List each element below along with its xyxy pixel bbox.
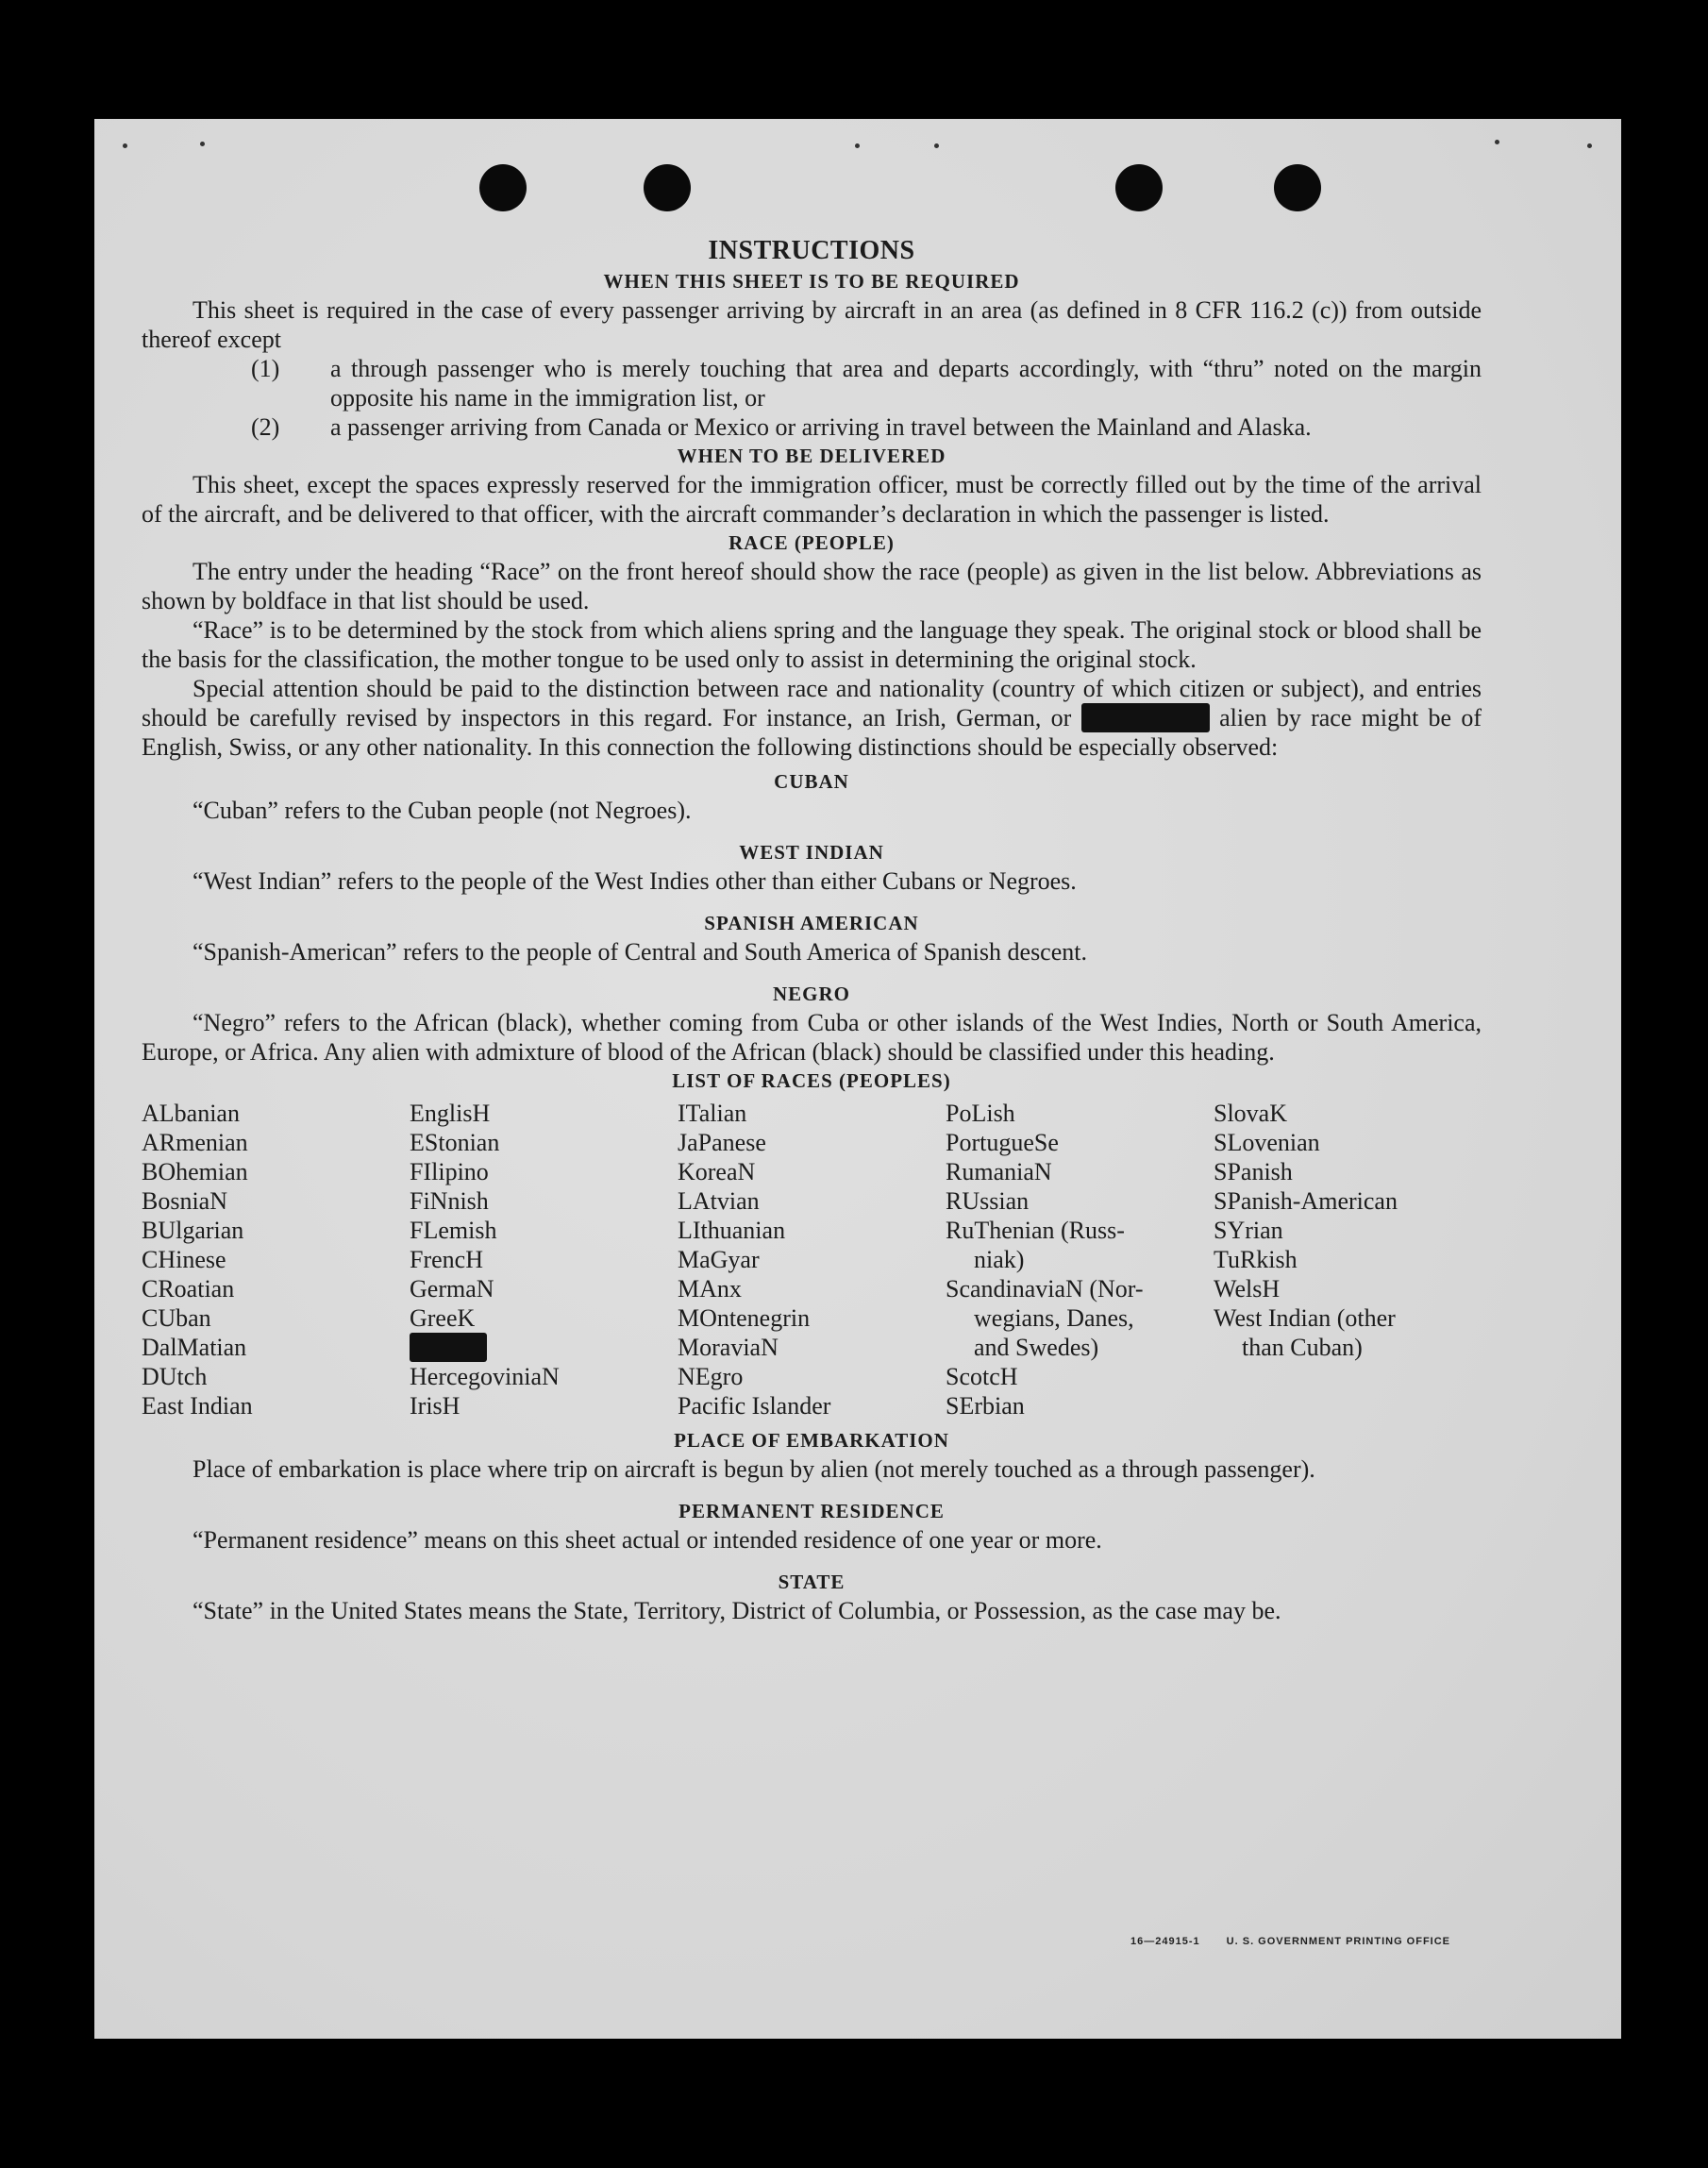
item-number: (1) [251, 355, 280, 382]
race-entry: FrencH [410, 1246, 483, 1273]
race-entry: SPanish-American [1214, 1187, 1398, 1215]
race-entry: JaPanese [678, 1129, 766, 1156]
section-heading-cuban: CUBAN [774, 770, 849, 793]
race-entry: BOhemian [142, 1158, 248, 1185]
section-heading-when-required: WHEN THIS SHEET IS TO BE REQUIRED [603, 270, 1020, 293]
race-entry-redacted [410, 1333, 678, 1362]
race-entry: RuThenian (Russ- [946, 1217, 1125, 1244]
section-heading-list-of-races: LIST OF RACES (PEOPLES) [672, 1069, 951, 1092]
race-entry: Pacific Islander [678, 1392, 831, 1420]
race-entry: FIlipino [410, 1158, 489, 1185]
race-entry: CRoatian [142, 1275, 235, 1302]
section-heading-race: RACE (PEOPLE) [728, 531, 895, 554]
race-entry: SErbian [946, 1392, 1025, 1420]
race-entry: MOntenegrin [678, 1304, 811, 1332]
page-title: INSTRUCTIONS [708, 236, 915, 265]
negro-text: “Negro” refers to the African (black), whether coming from Cuba or other islands of the West Indies, North or South America, Europe, or Africa. Any alien with admixture of blood of the African (black) should be classified under this heading. [142, 1009, 1482, 1066]
race-entry: LAtvian [678, 1187, 760, 1215]
races-list [142, 1099, 1482, 1420]
race-entry: WelsH [1214, 1275, 1281, 1302]
exception-item [142, 412, 1482, 442]
redacted-word [410, 1333, 487, 1362]
race-entry: FLemish [410, 1217, 497, 1244]
item-number: (2) [251, 413, 280, 441]
race-entry: RumaniaN [946, 1158, 1052, 1185]
race-paragraph-3 [142, 674, 1482, 762]
race-entry-continued: and Swedes) [974, 1334, 1099, 1361]
section-heading-embarkation: PLACE OF EMBARKATION [674, 1429, 949, 1452]
race-entry: SYrian [1214, 1217, 1283, 1244]
item-text: a through passenger who is merely touching that area and departs accordingly, with “thru” noted on the margin opposite his name in the immigration list, or [330, 355, 1482, 412]
race-entry: MoraviaN [678, 1334, 779, 1361]
race-paragraph-2: “Race” is to be determined by the stock from which aliens spring and the language they speak. The original stock or blood shall be the basis for the classification, the mother tongue to be used only to assist in determining the original stock. [142, 616, 1482, 673]
race-entry: East Indian [142, 1392, 253, 1420]
races-column-1 [142, 1099, 410, 1420]
punch-hole [644, 164, 691, 211]
speck [1495, 140, 1499, 144]
section-heading-state: STATE [778, 1571, 846, 1593]
race-entry: PortugueSe [946, 1129, 1059, 1156]
race-entry: BUlgarian [142, 1217, 244, 1244]
race-paragraph-3-end: alien by race might be of English, Swiss, or any other nationality. In this connection the following distinctions should be especially observed: [142, 704, 1482, 761]
race-paragraph-1: The entry under the heading “Race” on the front hereof should show the race (people) as given in the list below. Abbreviations as shown by boldface in that list should be used. [142, 558, 1482, 614]
race-entry: SLovenian [1214, 1129, 1320, 1156]
race-entry: TuRkish [1214, 1246, 1298, 1273]
race-entry: DUtch [142, 1363, 208, 1390]
item-text: a passenger arriving from Canada or Mexico or arriving in travel between the Mainland and Alaska. [330, 413, 1312, 441]
race-entry-continued: than Cuban) [1242, 1334, 1363, 1361]
races-column-4 [946, 1099, 1214, 1420]
race-entry: CHinese [142, 1246, 226, 1273]
race-entry: ScotcH [946, 1363, 1018, 1390]
race-entry: CUban [142, 1304, 211, 1332]
race-entry-continued: wegians, Danes, [974, 1304, 1134, 1332]
race-entry: EStonian [410, 1129, 500, 1156]
race-entry-continued: niak) [974, 1246, 1025, 1273]
instructions-content [142, 236, 1482, 1625]
race-entry: HercegoviniaN [410, 1363, 560, 1390]
race-entry: RUssian [946, 1187, 1030, 1215]
race-entry: PoLish [946, 1100, 1015, 1127]
form-footer [1130, 1936, 1473, 1947]
printer-imprint: U. S. GOVERNMENT PRINTING OFFICE [1226, 1936, 1451, 1947]
race-entry: NEgro [678, 1363, 744, 1390]
speck [200, 142, 205, 146]
race-entry: MaGyar [678, 1246, 760, 1273]
race-entry: GermaN [410, 1275, 494, 1302]
race-entry: SlovaK [1214, 1100, 1287, 1127]
race-entry: KoreaN [678, 1158, 756, 1185]
race-entry: ARmenian [142, 1129, 248, 1156]
speck [1587, 143, 1592, 148]
cuban-text: “Cuban” refers to the Cuban people (not Negroes). [193, 797, 692, 824]
section-heading-spanish-american: SPANISH AMERICAN [704, 912, 919, 934]
section-heading-when-delivered: WHEN TO BE DELIVERED [677, 445, 946, 467]
exception-item [142, 354, 1482, 412]
punch-hole [1115, 164, 1163, 211]
speck [855, 143, 860, 148]
race-entry: ScandinaviaN (Nor- [946, 1275, 1144, 1302]
race-entry: ALbanian [142, 1100, 240, 1127]
race-entry: FiNnish [410, 1187, 489, 1215]
race-entry: SPanish [1214, 1158, 1293, 1185]
when-delivered-text: This sheet, except the spaces expressly reserved for the immigration officer, must be correctly filled out by the time of the arrival of the aircraft, and be delivered to that officer, with the aircraft commander’s declaration in which the passenger is listed. [142, 471, 1482, 528]
speck [123, 143, 127, 148]
punch-hole [479, 164, 527, 211]
west-indian-text: “West Indian” refers to the people of the West Indies other than either Cubans or Negroes. [193, 867, 1077, 895]
state-text: “State” in the United States means the State, Territory, District of Columbia, or Possession, as the case may be. [193, 1597, 1281, 1624]
race-entry: MAnx [678, 1275, 742, 1302]
section-heading-permanent-residence: PERMANENT RESIDENCE [678, 1500, 945, 1522]
speck [934, 143, 939, 148]
when-required-intro: This sheet is required in the case of every passenger arriving by aircraft in an area (as defined in 8 CFR 116.2 (c)) from outside thereof except [142, 296, 1482, 353]
race-paragraph-3-start: Special attention should be paid to the distinction between race and nationality (country of which citizen or subject), and entries should be carefully revised by inspectors in this regard. For instance, an Irish, German, or [142, 675, 1482, 731]
race-entry: IrisH [410, 1392, 460, 1420]
section-heading-negro: NEGRO [772, 983, 850, 1005]
races-column-2 [410, 1099, 678, 1420]
redacted-word [1081, 703, 1210, 732]
race-entry: GreeK [410, 1304, 476, 1332]
form-number: 16—24915-1 [1130, 1936, 1200, 1947]
race-entry: EnglisH [410, 1100, 491, 1127]
race-entry: ITalian [678, 1100, 747, 1127]
race-entry: BosniaN [142, 1187, 227, 1215]
race-entry: LIthuanian [678, 1217, 786, 1244]
spanish-american-text: “Spanish-American” refers to the people of Central and South America of Spanish descent. [193, 938, 1087, 966]
embarkation-text: Place of embarkation is place where trip on aircraft is begun by alien (not merely touched as a through passenger). [193, 1455, 1315, 1483]
race-entry: West Indian (other [1214, 1304, 1396, 1332]
race-entry: DalMatian [142, 1334, 247, 1361]
punch-hole [1274, 164, 1321, 211]
races-column-3 [678, 1099, 946, 1420]
permanent-residence-text: “Permanent residence” means on this sheet actual or intended residence of one year or more. [193, 1526, 1102, 1554]
section-heading-west-indian: WEST INDIAN [739, 841, 884, 864]
races-column-5 [1214, 1099, 1482, 1420]
